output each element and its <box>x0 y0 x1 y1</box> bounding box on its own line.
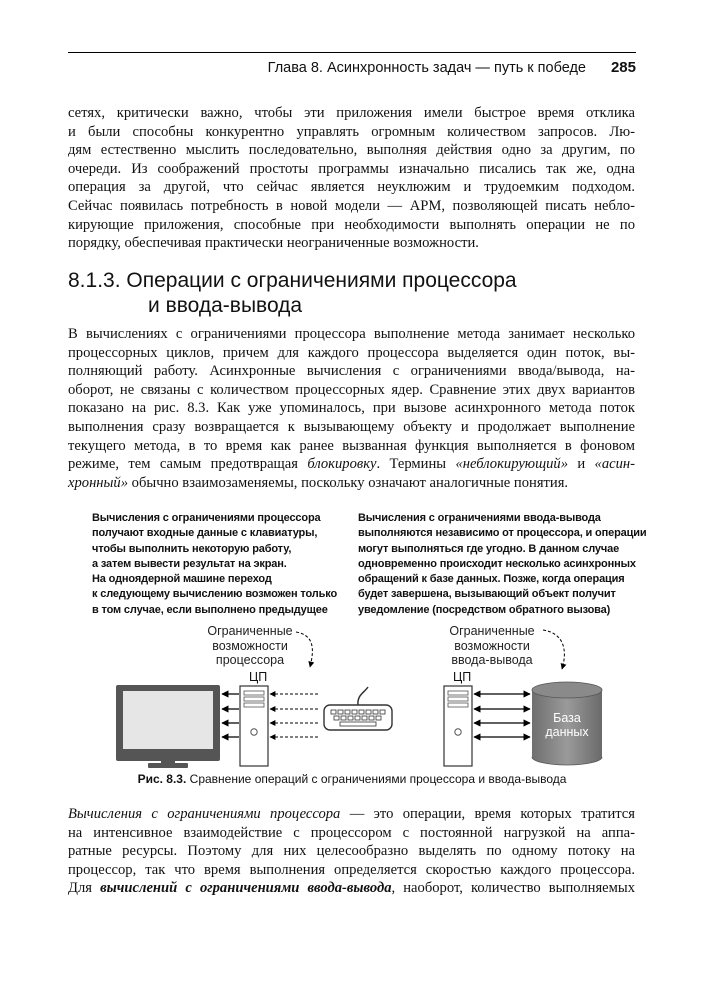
text-line: ратные ресурсы. Поэтому для них целесообразно выделять по одному потоку на <box>68 843 635 860</box>
figure-diagram <box>68 507 638 772</box>
text-line: Для вычислений с ограничениями ввода-вывода, наоборот, количество выполняемых <box>68 880 635 897</box>
text-line: текущего метода, в то время как ранее вызванная функция выполняется в фоновом <box>68 437 635 454</box>
paragraph-3 <box>68 805 635 898</box>
db-label-line1: База <box>553 711 581 725</box>
cpu-left-label: ЦП <box>249 670 268 684</box>
section-heading <box>68 268 517 318</box>
text-line: выполнения сразу возвращается к вызывающему объекту и продолжает выполнение <box>68 418 635 435</box>
database-icon <box>532 682 602 765</box>
section-title-line-1: Операции с ограничениями процессора <box>126 269 517 292</box>
term-io-bound: вычислений с ограничениями ввода-вывода <box>100 880 392 897</box>
text-line: и были способны конкурентно управлять огромным количеством запросов. Лю- <box>68 123 635 140</box>
keyboard-icon <box>324 687 392 730</box>
caption-text: Сравнение операций с ограничениями процессора и ввода-вывода <box>186 772 567 786</box>
text-line: оборот, не связаны с количеством процессорных ядер. Сравнение этих двух вариантов <box>68 381 635 398</box>
page-number: 285 <box>610 59 636 76</box>
term-cpu-bound: Вычисления с ограничениями процессора <box>68 806 341 822</box>
io-bound-label: Ограниченные возможности ввода-вывода <box>449 624 535 667</box>
term-async-start: «асин- <box>594 456 635 473</box>
chapter-title: Глава 8. Асинхронность задач — путь к победе <box>267 60 586 76</box>
text-line: операция за другой, что сейчас является неуклюжим и трудоемким подходом. <box>68 179 635 196</box>
text-line: очереди. Из соображений простоты программы изначально писались так же, одна <box>68 160 635 177</box>
monitor-icon <box>116 685 220 768</box>
cpu-tower-left-icon <box>240 686 268 766</box>
text-line: процессор, так что время выполнения определяется скоростью каждого процессора. <box>68 861 635 878</box>
text-line: Вычисления с ограничениями процессора — это операции, время которых тратится <box>68 806 635 822</box>
cpu-bound-label: Ограниченные возможности процессора <box>207 624 293 667</box>
text-line: Сейчас появилась потребность в новой модели — APM, позволяющей писать небло- <box>68 197 635 214</box>
db-label-line2: данных <box>545 725 589 739</box>
section-title-line-2: и ввода-вывода <box>148 294 303 317</box>
figure-8-3 <box>68 507 647 792</box>
cpu-label-pointer <box>296 632 312 667</box>
caption-label: Рис. 8.3. <box>137 772 187 786</box>
cpu-tower-right-icon <box>444 686 472 766</box>
running-header <box>68 58 636 80</box>
header-rule <box>68 52 636 53</box>
io-bound-description: Вычисления с ограничениями ввода-вывода выполняются независимо от процессора, и операции могут выполняться где угодно. В данном случае одновременно происходит несколько асинхронных обращений к базе данных. Позже, когда операция будет завершена, вызывающий объект получит уведомление (посредством обратного вызова) <box>358 512 647 616</box>
text-line: дям естественно мыслить последовательно, выполняя действия одно за другим, по <box>68 142 635 159</box>
term-blocking: блокировку <box>307 456 377 473</box>
text-line: кирующие приложения, способные при необходимости выполнять операции не по <box>68 216 635 233</box>
section-number: 8.1.3. <box>68 269 121 292</box>
text-line: полняющий работу. Асинхронные вычисления с ограничениями ввода/вывода, на- <box>68 363 635 380</box>
text-line: режиме, тем самым предотвращая блокировку. Термины «неблокирующий» и «асин- <box>68 456 635 473</box>
term-async-end: хронный» <box>68 474 129 491</box>
text-line: процессорных циклов, причем для каждого процессора выделяется один поток, вы- <box>68 344 635 361</box>
figure-caption <box>68 772 636 786</box>
text-line: В вычислениях с ограничениями процессора выполнение метода занимает несколько <box>68 326 635 342</box>
term-nonblocking: «неблокирующий» <box>455 456 568 473</box>
text-line: порядку, обеспечивая практически неограниченные возможности. <box>68 235 479 252</box>
paragraph-1 <box>68 104 635 253</box>
text-line: на интенсивное взаимодействие с процессором с постоянной нагрузкой на аппа- <box>68 824 635 841</box>
text-line: показано на рис. 8.3. Как уже упоминалось, при вызове асинхронного метода поток <box>68 400 635 417</box>
cpu-right-label: ЦП <box>453 670 472 684</box>
cpu-bound-description: Вычисления с ограничениями процессора получают входные данные с клавиатуры, чтобы выполнить некоторую работу, а затем вывести результат на экран. На одноядерной машине переход к следующему вычислению возможен только в том случае, если выполнено предыдущее <box>92 512 338 616</box>
paragraph-2 <box>68 325 635 492</box>
io-label-pointer <box>543 630 564 669</box>
text-line: сетях, критически важно, чтобы эти приложения имели быстрое время отклика <box>68 105 635 121</box>
text-line: хронный» обычно взаимозаменяемы, поскольку означают аналогичные понятия. <box>68 474 569 491</box>
